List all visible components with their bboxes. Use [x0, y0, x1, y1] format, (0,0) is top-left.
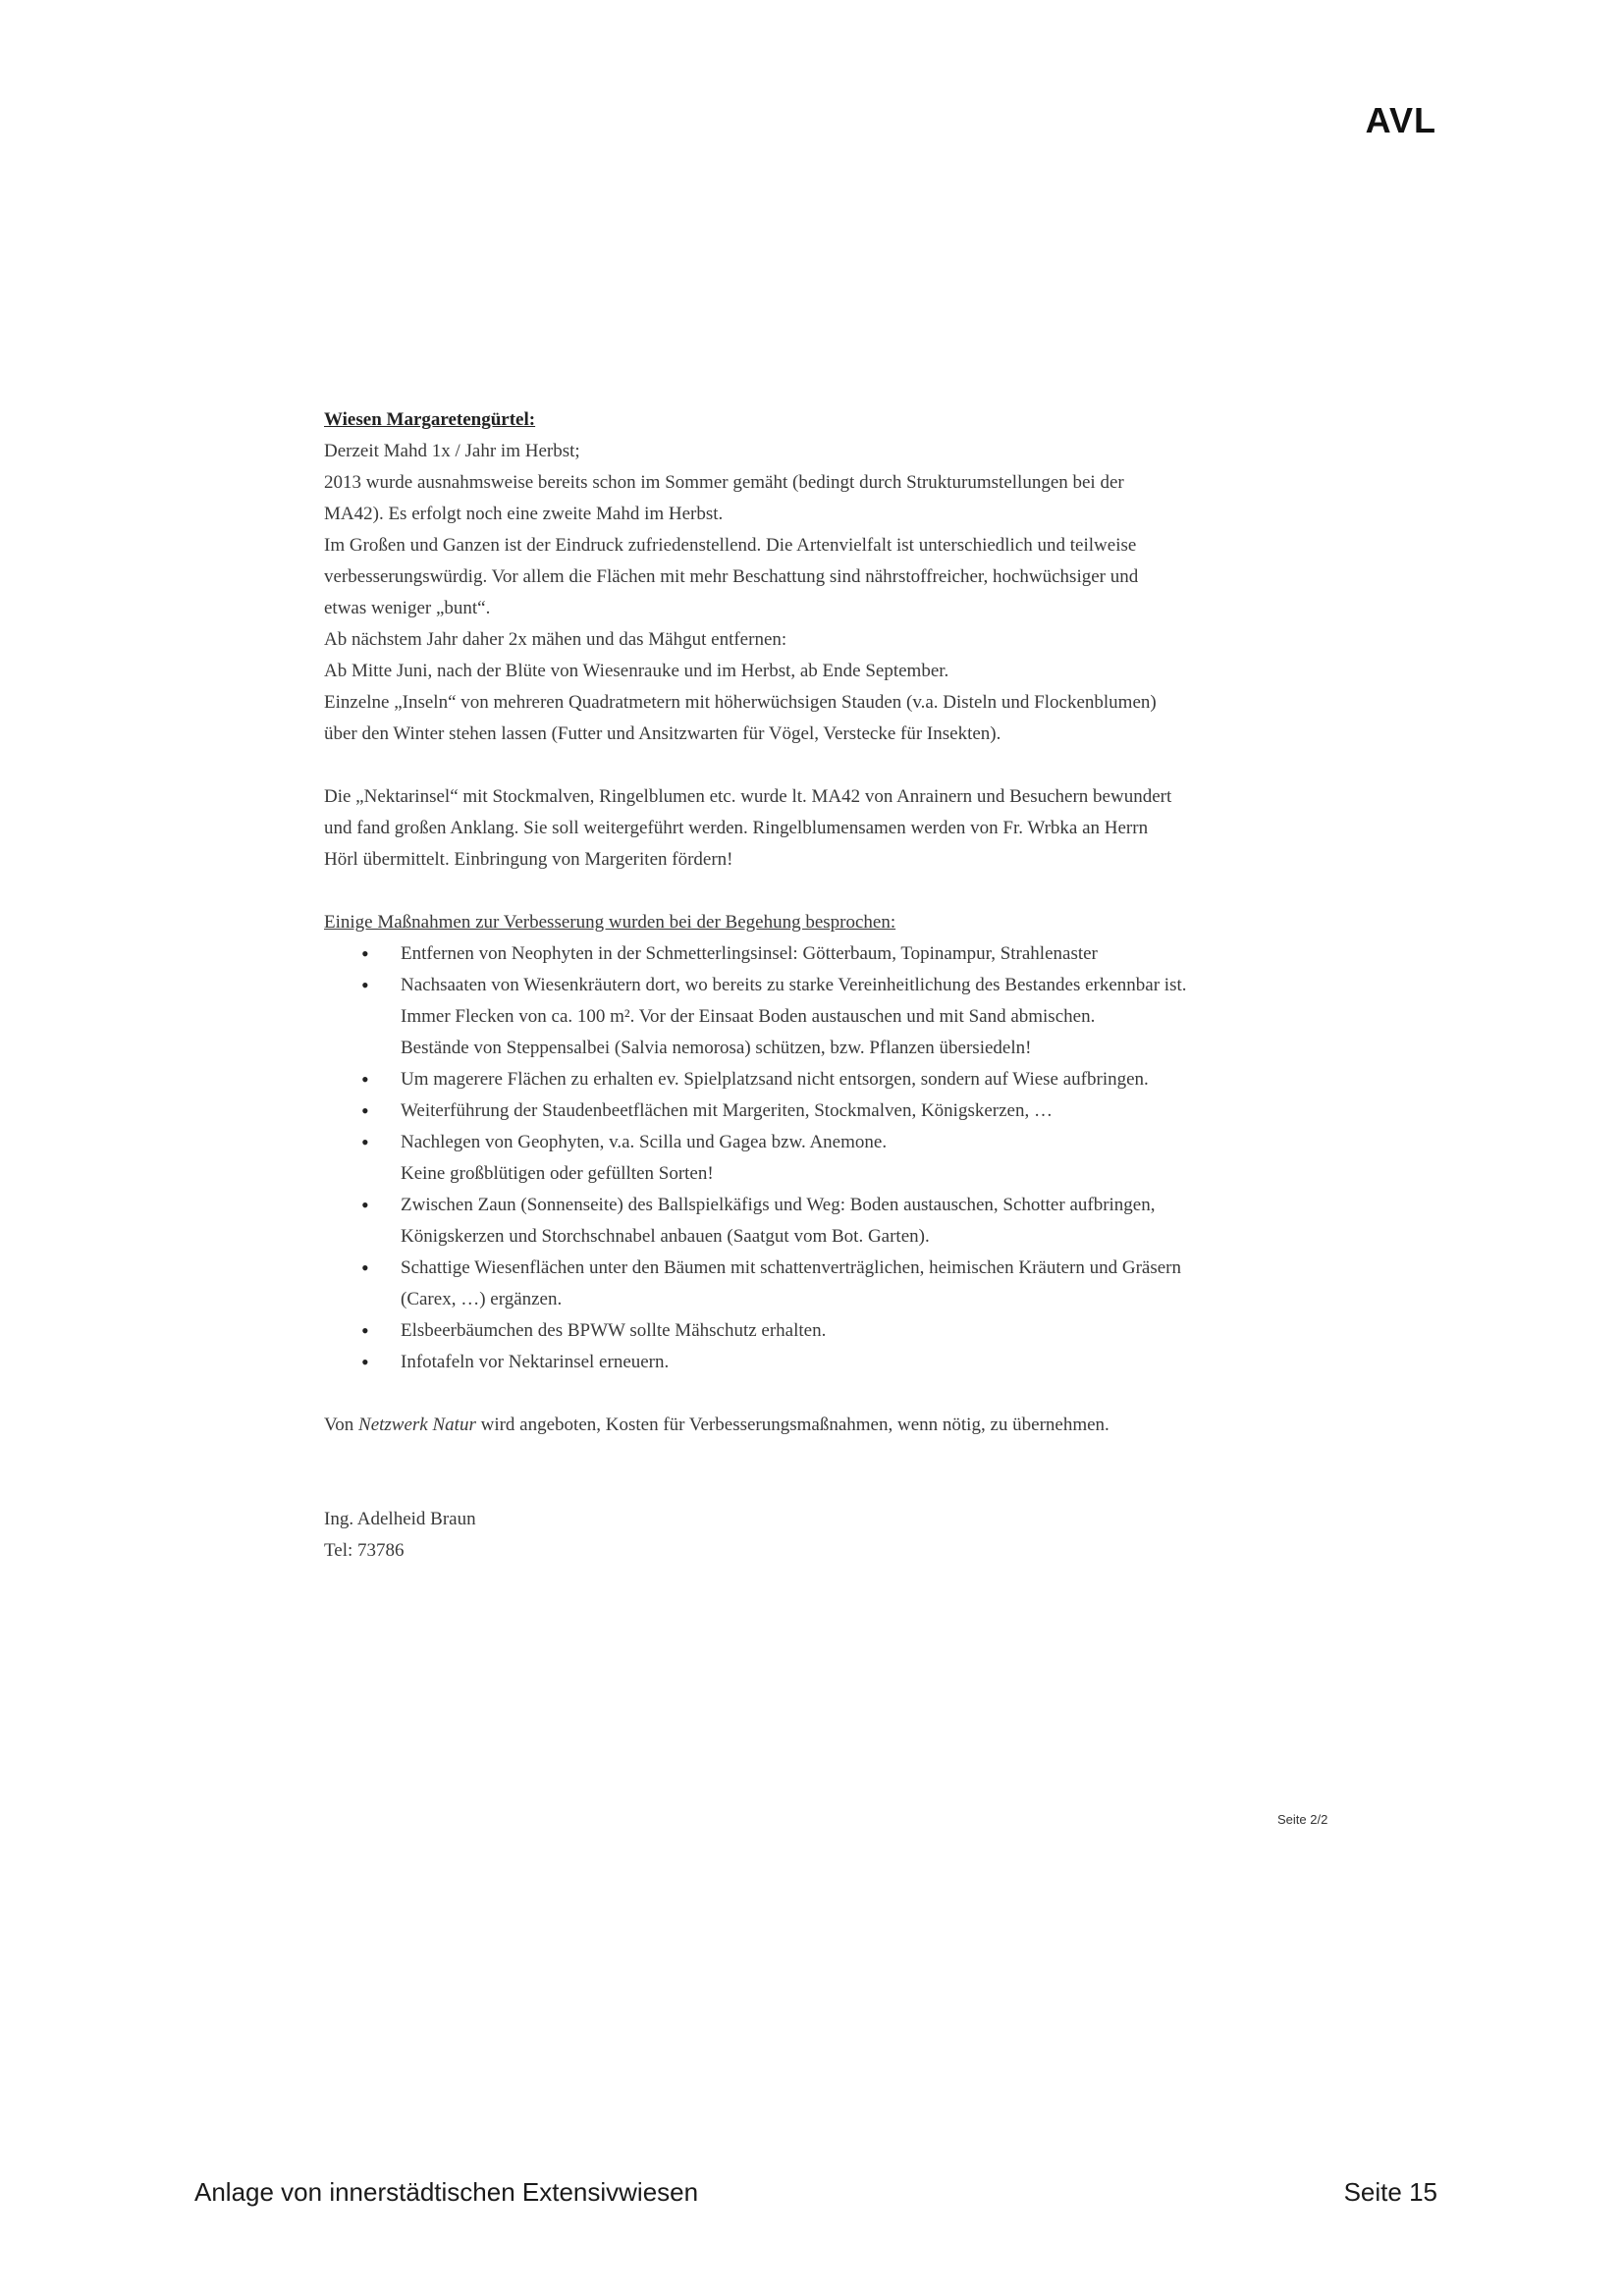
- list-item: [383, 1095, 1306, 1127]
- list-item-line: (Carex, …) ergänzen.: [401, 1289, 563, 1309]
- text-line: Die „Nektarinsel“ mit Stockmalven, Ringelblumen etc. wurde lt. MA42 von Anrainern und Besuchern bewundert: [324, 786, 1172, 807]
- list-item: [383, 1347, 1306, 1378]
- list-item-line: Königskerzen und Storchschnabel anbauen (Saatgut vom Bot. Garten).: [401, 1226, 930, 1247]
- paragraph-gap: [324, 1378, 1306, 1410]
- paragraph-gap: [324, 750, 1306, 781]
- list-item-line: • Nachlegen von Geophyten, v.a. Scilla und Gagea bzw. Anemone.: [401, 1132, 888, 1152]
- text-line: und fand großen Anklang. Sie soll weitergeführt werden. Ringelblumensamen werden von Fr. Wrbka an Herrn: [324, 818, 1149, 838]
- footer-title: Anlage von innerstädtischen Extensivwiesen: [194, 2177, 699, 2207]
- text-line: Im Großen und Ganzen ist der Eindruck zufriedenstellend. Die Artenvielfalt ist unterschiedlich und teilweise: [324, 535, 1137, 556]
- measures-heading: Einige Maßnahmen zur Verbesserung wurden bei der Begehung besprochen:: [324, 912, 896, 933]
- list-item-line: Immer Flecken von ca. 100 m². Vor der Einsaat Boden austauschen und mit Sand abmischen.: [401, 1006, 1096, 1027]
- list-item-line: • Zwischen Zaun (Sonnenseite) des Ballspielkäfigs und Weg: Boden austauschen, Schotter aufbringen,: [401, 1195, 1156, 1215]
- footer-page-number: Seite 15: [1343, 2177, 1437, 2207]
- closing-prefix: Von: [324, 1415, 359, 1435]
- document-header-mark: AVL: [1365, 100, 1436, 140]
- list-item-line: Bestände von Steppensalbei (Salvia nemorosa) schützen, bzw. Pflanzen übersiedeln!: [401, 1038, 1032, 1058]
- list-item: [383, 1315, 1306, 1347]
- list-item: [383, 938, 1306, 970]
- organisation-name: Netzwerk Natur: [358, 1415, 476, 1435]
- signature-name: Ing. Adelheid Braun: [324, 1509, 476, 1529]
- list-item-line: • Um magerere Flächen zu erhalten ev. Spielplatzsand nicht entsorgen, sondern auf Wiese aufbringen.: [401, 1069, 1149, 1090]
- list-item: [383, 970, 1306, 1064]
- text-line: verbesserungswürdig. Vor allem die Flächen mit mehr Beschattung sind nährstoffreicher, hochwüchsiger und: [324, 566, 1139, 587]
- intro-paragraph: [324, 436, 1306, 750]
- text-line: Hörl übermittelt. Einbringung von Margeriten fördern!: [324, 849, 733, 870]
- letter-page-marker: Seite 2/2: [1277, 1812, 1328, 1827]
- text-line: Ab nächstem Jahr daher 2x mähen und das Mähgut entfernen:: [324, 629, 787, 650]
- list-item-line: • Infotafeln vor Nektarinsel erneuern.: [401, 1352, 670, 1372]
- list-item-line: • Nachsaaten von Wiesenkräutern dort, wo bereits zu starke Vereinheitlichung des Bestandes erkennbar ist.: [401, 975, 1187, 995]
- list-item: [383, 1253, 1306, 1315]
- signature-phone: Tel: 73786: [324, 1540, 405, 1561]
- text-line: 2013 wurde ausnahmsweise bereits schon im Sommer gemäht (bedingt durch Strukturumstellungen bei der: [324, 472, 1124, 493]
- signature-block: [324, 1504, 1306, 1567]
- list-item-line: Keine großblütigen oder gefüllten Sorten!: [401, 1163, 714, 1184]
- page-footer: [194, 2177, 1437, 2208]
- list-item-line: • Schattige Wiesenflächen unter den Bäumen mit schattenverträglichen, heimischen Kräutern und Gräsern: [401, 1257, 1182, 1278]
- nectar-island-paragraph: [324, 781, 1306, 876]
- list-item: [383, 1064, 1306, 1095]
- list-item-line: • Elsbeerbäumchen des BPWW sollte Mähschutz erhalten.: [401, 1320, 827, 1341]
- section-heading: Wiesen Margaretengürtel:: [324, 409, 536, 430]
- scanned-letter: [324, 404, 1306, 1567]
- list-item: [383, 1127, 1306, 1190]
- list-item-line: • Weiterführung der Staudenbeetflächen mit Margeriten, Stockmalven, Königskerzen, …: [401, 1100, 1053, 1121]
- list-item-line: • Entfernen von Neophyten in der Schmetterlingsinsel: Götterbaum, Topinampur, Strahlenaster: [401, 943, 1098, 964]
- text-line: über den Winter stehen lassen (Futter und Ansitzwarten für Vögel, Verstecke für Insekten).: [324, 723, 1001, 744]
- text-line: Derzeit Mahd 1x / Jahr im Herbst;: [324, 441, 580, 461]
- closing-suffix: wird angeboten, Kosten für Verbesserungsmaßnahmen, wenn nötig, zu übernehmen.: [475, 1415, 1109, 1435]
- paragraph-gap: [324, 876, 1306, 907]
- closing-sentence: [324, 1410, 1306, 1441]
- text-line: Einzelne „Inseln“ von mehreren Quadratmetern mit höherwüchsigen Stauden (v.a. Disteln und Flockenblumen): [324, 692, 1157, 713]
- list-item: [383, 1190, 1306, 1253]
- text-line: etwas weniger „bunt“.: [324, 598, 491, 618]
- measures-list: [324, 938, 1306, 1378]
- text-line: Ab Mitte Juni, nach der Blüte von Wiesenrauke und im Herbst, ab Ende September.: [324, 661, 949, 681]
- text-line: MA42). Es erfolgt noch eine zweite Mahd im Herbst.: [324, 504, 724, 524]
